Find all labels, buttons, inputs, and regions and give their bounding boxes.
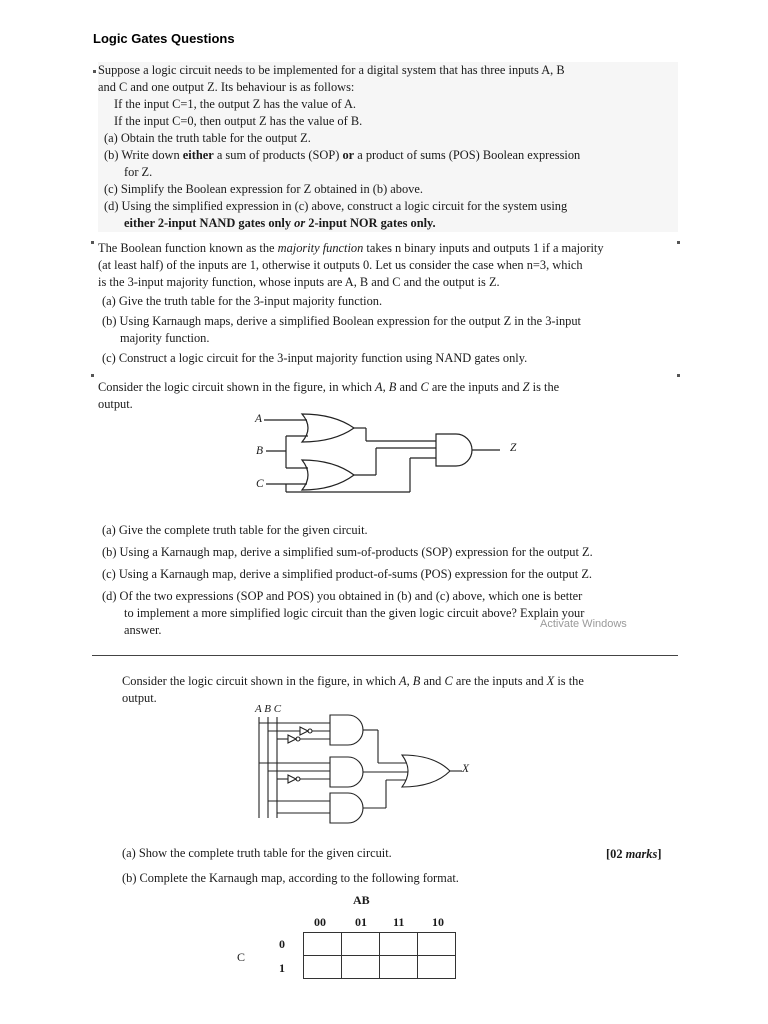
q3-line: output. [98,397,133,411]
kmap-row [304,933,456,956]
question-1 [98,62,678,232]
q1-line: Suppose a logic circuit needs to be implemented for a digital system that has three inputs A, B [98,63,565,77]
and-gate [436,434,472,466]
q2-line: The Boolean function known as the majority function takes n binary inputs and outputs 1 if a majority [98,241,604,255]
and-gate [330,793,363,823]
circuit-diagram-1 [250,408,540,503]
q2-part-c: (c) Construct a logic circuit for the 3-input majority function using NAND gates only. [102,351,528,365]
activate-windows-watermark: Activate Windows [540,618,627,630]
kmap-col-header: 00 [314,915,326,929]
q2-line: is the 3-input majority function, whose inputs are A, B and C and the output is Z. [98,275,500,289]
kmap-row [304,956,456,979]
circuit-diagram-2 [252,713,482,825]
q1-line: If the input C=1, the output Z has the value of A. [114,97,357,111]
bullet-mark [93,70,96,73]
q4-line: output. [122,691,157,705]
kmap-cell [342,956,380,979]
kmap-row-header: 0 [279,937,285,951]
input-label-a: A [255,413,263,425]
or-gate [402,755,450,787]
kmap-cell [418,933,456,956]
output-label-x: X [462,763,470,775]
q2-line: (at least half) of the inputs are 1, otherwise it outputs 0. Let us consider the case when n=3, which [98,258,583,272]
question-4 [122,673,678,707]
q3-line: Consider the logic circuit shown in the figure, in which A, B and C are the inputs and Z is the [98,380,560,394]
section-divider [92,655,678,656]
kmap-cell [380,956,418,979]
not-gate [288,775,296,783]
kmap-cell [342,933,380,956]
q3-part-a: (a) Give the complete truth table for the given circuit. [102,523,368,537]
bullet-mark [91,374,94,377]
not-gate [300,727,308,735]
q3-part-d: (d) Of the two expressions (SOP and POS) you obtained in (b) and (c) above, which one is better [102,589,583,603]
karnaugh-map-grid [303,932,456,979]
and-gate [330,715,363,745]
kmap-col-header: 10 [432,915,444,929]
q4-part-a: (a) Show the complete truth table for the given circuit. [122,846,392,860]
kmap-row-variable: C [237,950,246,964]
q3-part-c: (c) Using a Karnaugh map, derive a simplified product-of-sums (POS) expression for the output Z. [102,567,593,581]
q2-part-b: (b) Using Karnaugh maps, derive a simplified Boolean expression for the output Z in the 3-input [102,314,581,328]
marks-label: [02 marks] [606,847,662,861]
bullet-mark [677,374,680,377]
or-gate [302,460,354,490]
kmap-row-header: 1 [279,961,285,975]
q4-part-b: (b) Complete the Karnaugh map, according to the following format. [122,871,459,885]
kmap-cell [418,956,456,979]
q4-line: Consider the logic circuit shown in the figure, in which A, B and C are the inputs and X is the [122,674,584,688]
bullet-mark [91,241,94,244]
q2-part-a: (a) Give the truth table for the 3-input majority function. [102,294,383,308]
q3-part-b: (b) Using a Karnaugh map, derive a simplified sum-of-products (SOP) expression for the output Z. [102,545,593,559]
or-gate [302,414,354,442]
q1-part-c: (c) Simplify the Boolean expression for Z obtained in (b) above. [104,182,423,196]
q3-part-d-cont: answer. [124,623,162,637]
q1-part-a: (a) Obtain the truth table for the output Z. [104,131,311,145]
q1-line: and C and one output Z. Its behaviour is as follows: [98,80,355,94]
q1-part-b: (b) Write down either a sum of products (SOP) or a product of sums (POS) Boolean expression [104,148,581,162]
kmap-col-header: 01 [355,915,367,929]
q1-part-b-cont: for Z. [124,165,153,179]
page-title: Logic Gates Questions [93,31,235,46]
output-label-z: Z [510,442,517,454]
input-label-c: C [256,478,264,490]
kmap-cell [304,956,342,979]
q1-part-d-cont: either 2-input NAND gates only or 2-input NOR gates only. [124,216,436,230]
kmap-cell [380,933,418,956]
kmap-col-variable: AB [353,893,370,907]
q3-part-d-cont: to implement a more simplified logic circuit than the given logic circuit above? Explain your [124,606,585,620]
not-gate [288,735,296,743]
q1-part-d: (d) Using the simplified expression in (c) above, construct a logic circuit for the system using [104,199,568,213]
kmap-cell [304,933,342,956]
kmap-col-header: 11 [393,915,405,929]
question-2 [98,240,678,367]
q1-line: If the input C=0, then output Z has the value of B. [114,114,363,128]
input-labels-abc: A B C [255,703,282,715]
input-label-b: B [256,445,264,457]
q2-part-b-cont: majority function. [120,331,210,345]
and-gate [330,757,363,787]
